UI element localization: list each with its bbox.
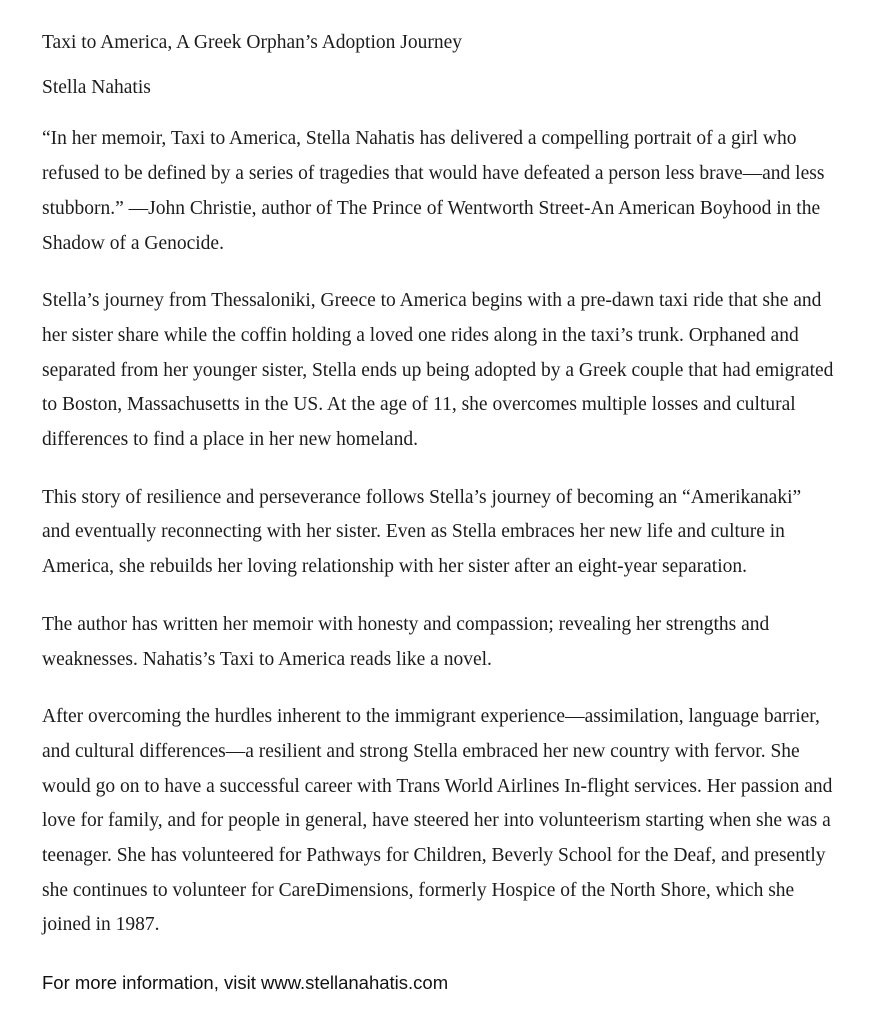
paragraph-journey: Stella’s journey from Thessaloniki, Greece to America begins with a pre-dawn taxi ride that she and her sister share while the coffin holding a loved one rides along in the taxi’s trunk. Orphaned and separated from her younger sister, Stella ends up being adopted by a Greek couple that had emigrated to Boston, Massachusetts in the US. At the age of 11, she overcomes multiple losses and cultural differences to find a place in her new homeland. [42, 290, 834, 451]
paragraph-author-note: The author has written her memoir with honesty and compassion; revealing her strengths and weaknesses. Nahatis’s Taxi to America reads like a novel. [42, 613, 770, 670]
document-title: Taxi to America, A Greek Orphan’s Adoption Journey [42, 32, 462, 53]
footer-more-info: For more information, visit www.stellanahatis.com [42, 972, 449, 994]
paragraph-resilience: This story of resilience and perseverance follows Stella’s journey of becoming an “Amerikanaki” and eventually reconnecting with her sister. Even as Stella embraces her new life and culture in America, she rebuilds her loving relationship with her sister after an eight-year separation. [42, 486, 802, 578]
paragraph-blurb-quote: “In her memoir, Taxi to America, Stella Nahatis has delivered a compelling portrait of a girl who refused to be defined by a series of tragedies that would have defeated a person less brave—and less stubborn.” —John Christie, author of The Prince of Wentworth Street-An American Boyhood in the Shadow of a Genocide. [42, 128, 825, 254]
paragraph-biography: After overcoming the hurdles inherent to the immigrant experience—assimilation, language barrier, and cultural differences—a resilient and strong Stella embraced her new country with fervor. She would go on to have a successful career with Trans World Airlines In-flight services. Her passion and love for family, and for people in general, have steered her into volunteerism starting when she was a teenager. She has volunteered for Pathways for Children, Beverly School for the Deaf, and presently she continues to volunteer for CareDimensions, formerly Hospice of the North Shore, which she joined in 1987. [42, 706, 833, 936]
author-name: Stella Nahatis [42, 76, 151, 98]
